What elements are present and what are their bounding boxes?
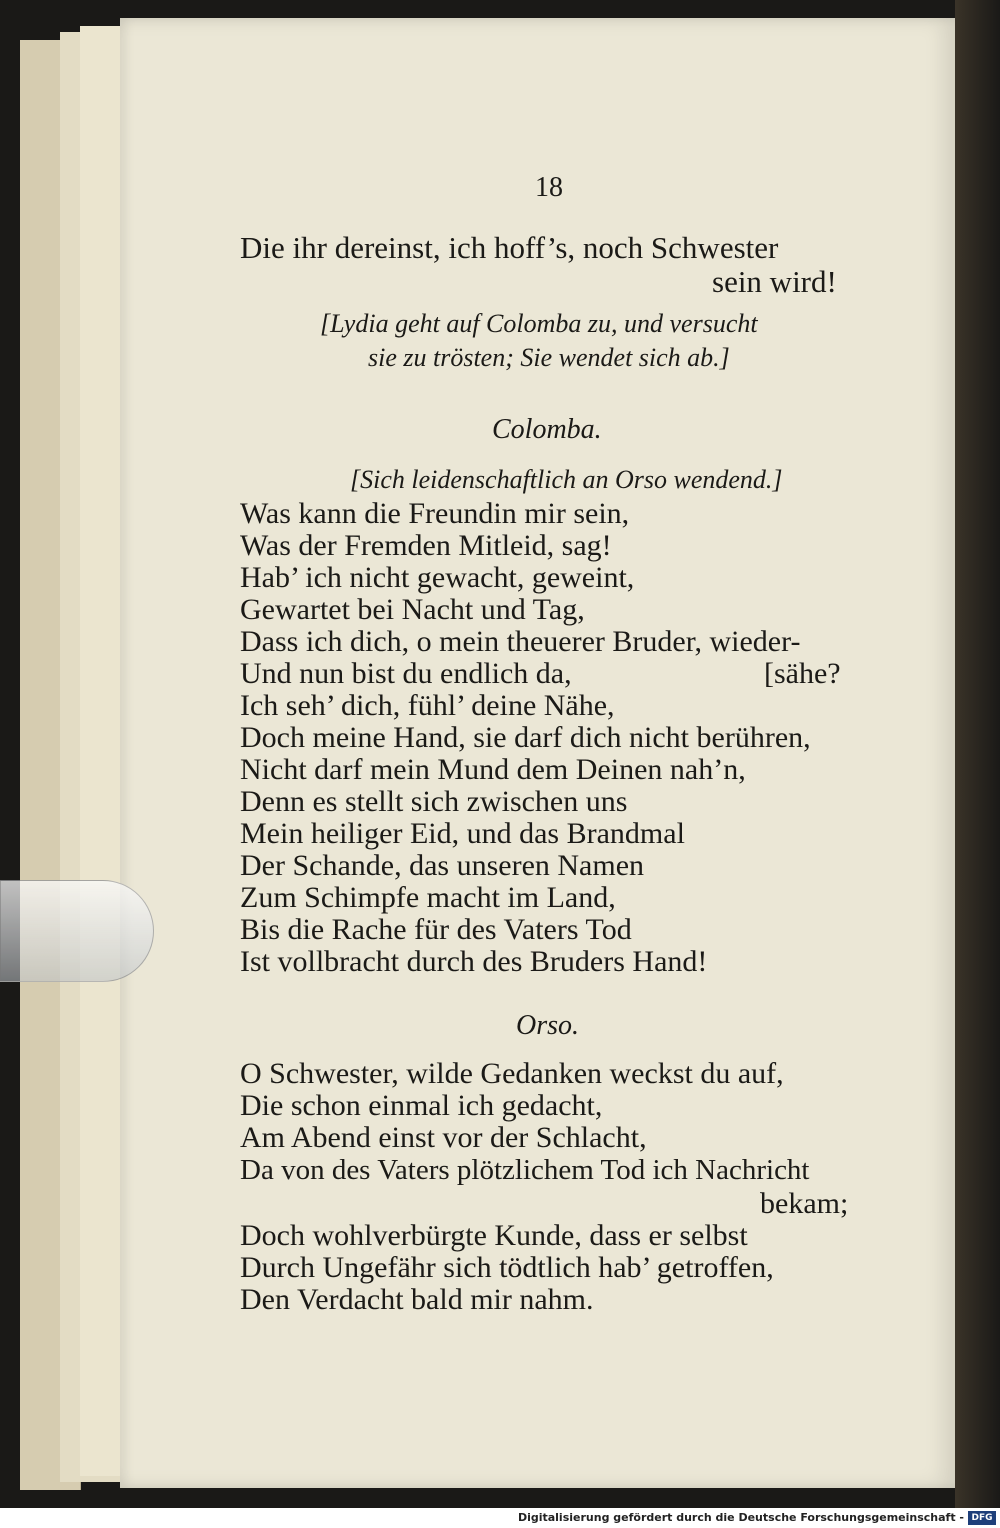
dfg-logo-icon: DFG: [968, 1511, 996, 1525]
verse-line: Die schon einmal ich gedacht,: [240, 1089, 603, 1122]
stage-direction: [Sich leidenschaftlich an Orso wendend.]: [350, 465, 783, 494]
glass-page-clip: [0, 880, 154, 982]
verse-line: Hab’ ich nicht gewacht, geweint,: [240, 561, 635, 594]
verse-line: Da von des Vaters plötzlichem Tod ich Nachricht: [240, 1154, 810, 1186]
page-text: [120, 18, 962, 1488]
verse-line: Zum Schimpfe macht im Land,: [240, 881, 616, 914]
verse-line: Mein heiliger Eid, und das Brandmal: [240, 817, 685, 850]
verse-line: Und nun bist du endlich da,: [240, 657, 572, 690]
verse-line: Den Verdacht bald mir nahm.: [240, 1283, 594, 1316]
verse-line: Doch meine Hand, sie darf dich nicht berühren,: [240, 721, 811, 754]
verse-line: Gewartet bei Nacht und Tag,: [240, 593, 585, 626]
page-number: 18: [535, 172, 563, 203]
verse-line: O Schwester, wilde Gedanken weckst du auf,: [240, 1057, 784, 1090]
verse-line-turnover: bekam;: [760, 1187, 849, 1220]
speaker-name: Colomba.: [492, 414, 602, 445]
verse-line: Der Schande, das unseren Namen: [240, 849, 645, 882]
verse-line: Denn es stellt sich zwischen uns: [240, 785, 628, 818]
verse-line: Die ihr dereinst, ich hoff’s, noch Schwester: [240, 230, 779, 265]
verse-line: Dass ich dich, o mein theuerer Bruder, wieder-: [240, 625, 801, 658]
stage-direction: [Lydia geht auf Colomba zu, und versucht: [320, 309, 758, 338]
verse-line: sein wird!: [712, 264, 837, 299]
footer-credit: Digitalisierung gefördert durch die Deutsche Forschungsgemeinschaft -: [517, 1511, 964, 1524]
verse-line-turnover: [sähe?: [764, 657, 841, 690]
verse-line: Was kann die Freundin mir sein,: [240, 497, 630, 530]
verse-line: Ich seh’ dich, fühl’ deine Nähe,: [240, 689, 615, 722]
verse-line: Am Abend einst vor der Schlacht,: [240, 1121, 647, 1154]
book-spine: [955, 0, 1000, 1508]
book-page: [120, 18, 962, 1488]
verse-line: Durch Ungefähr sich tödtlich hab’ getroffen,: [240, 1251, 774, 1284]
stage-direction: sie zu trösten; Sie wendet sich ab.]: [368, 343, 730, 372]
verse-line: Bis die Rache für des Vaters Tod: [240, 913, 632, 946]
verse-line: Doch wohlverbürgte Kunde, dass er selbst: [240, 1219, 748, 1252]
verse-line: Nicht darf mein Mund dem Deinen nah’n,: [240, 753, 746, 786]
speaker-name: Orso.: [516, 1010, 580, 1041]
verse-line: Was der Fremden Mitleid, sag!: [240, 529, 612, 562]
digitization-footer: [0, 1508, 1000, 1528]
verse-line: Ist vollbracht durch des Bruders Hand!: [240, 945, 708, 978]
